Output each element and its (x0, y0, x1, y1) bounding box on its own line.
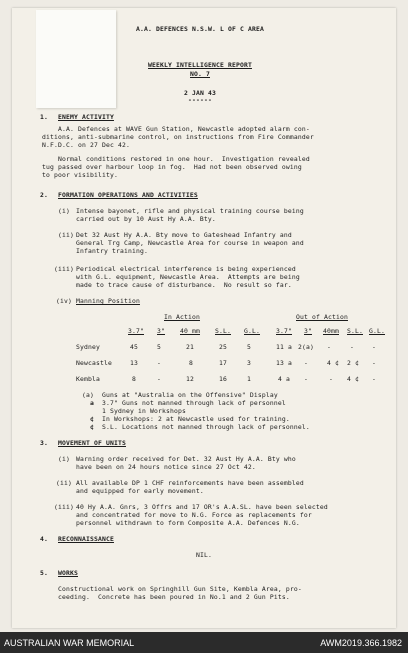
table-cell: 13 (130, 359, 138, 367)
section-number: 3. (40, 439, 48, 447)
item-line: Intense bayonet, rifle and physical training course being (76, 207, 304, 215)
item-line: personnel withdrawn to form Composite A.A. Defences N.G. (76, 519, 300, 527)
date-rule: ------ (188, 96, 212, 104)
column-header: 40 mm (180, 327, 200, 335)
table-cell: 4 a (278, 375, 290, 383)
paragraph-line: Constructional work on Springhill Gun Site, Kembla Area, pro- (58, 585, 302, 593)
section-title: WORKS (58, 569, 78, 577)
table-cell: 13 a (276, 359, 292, 367)
table-cell: 1 (247, 375, 251, 383)
table-cell: - (304, 359, 308, 367)
item-line: made to trace cause of disturbance. No result so far. (76, 281, 292, 289)
note-text: 1 Sydney in Workshops (102, 407, 186, 415)
item-line: 40 Hy A.A. Gnrs, 3 Offrs and 17 OR's A.A.SL. have been selected (76, 503, 328, 511)
footer-credit: AUSTRALIAN WAR MEMORIAL (4, 638, 135, 648)
table-cell: - (304, 375, 308, 383)
table-cell: 8 (132, 375, 136, 383)
table-cell: 2 ¢ (347, 359, 359, 367)
item-line: and concentrated for move to N.G. Force as replacements for (76, 511, 312, 519)
column-header: 3" (157, 327, 165, 335)
row-site-label: Kembla (76, 375, 100, 383)
column-header: 3.7" (276, 327, 292, 335)
paragraph-line: ceeding. Concrete has been poured in No.1 and 2 Gun Pits. (58, 593, 290, 601)
note-mark: a (90, 399, 94, 407)
item-number: (iii) (54, 503, 74, 511)
item-line: Warning order received for Det. 32 Aust Hy A.A. Bty who (76, 455, 296, 463)
table-cell: - (372, 375, 376, 383)
table-cell: - (157, 375, 161, 383)
column-header: 40mm (323, 327, 339, 335)
report-date: 2 JAN 43 (184, 89, 216, 97)
column-header: 3" (304, 327, 312, 335)
column-header: 3.7" (128, 327, 144, 335)
item-number: (ii) (56, 479, 72, 487)
table-cell: - (350, 343, 354, 351)
footer-bar (0, 632, 408, 653)
note-mark: ¢ (90, 423, 94, 431)
row-site-label: Sydney (76, 343, 100, 351)
table-cell: - (327, 343, 331, 351)
section-number: 4. (40, 535, 48, 543)
report-number: NO. 7 (190, 70, 210, 78)
note-mark: (a) (82, 391, 94, 399)
item-line: Det 32 Aust Hy A.A. Bty move to Gateshead Infantry and (76, 231, 292, 239)
paragraph-line: Normal conditions restored in one hour. Investigation revealed (58, 155, 310, 163)
footer-reference: AWM2019.366.1982 (320, 638, 402, 648)
table-cell: - (157, 359, 161, 367)
group-header-out-of-action: Out of Action (296, 313, 348, 321)
column-header: G.L. (369, 327, 385, 335)
paragraph-line: ditions, anti-submarine control, on instructions from Fire Commander (42, 133, 314, 141)
report-title: WEEKLY INTELLIGENCE REPORT (148, 61, 252, 69)
table-cell: - (372, 343, 376, 351)
item-line: with G.L. equipment, Newcastle Area. Attempts are being (76, 273, 300, 281)
item-number: (iv) (56, 297, 72, 305)
table-cell: 21 (186, 343, 194, 351)
table-cell: 4 ¢ (327, 359, 339, 367)
section-number: 5. (40, 569, 48, 577)
paragraph-line: tug passed over harbour loop in fog. Had not been observed owing (42, 163, 302, 171)
item-line: General Trg Camp, Newcastle Area for course in weapon and (76, 239, 304, 247)
table-cell: 17 (219, 359, 227, 367)
table-cell: 5 (247, 343, 251, 351)
row-site-label: Newcastle (76, 359, 112, 367)
table-cell: - (329, 375, 333, 383)
column-header: S.L. (347, 327, 363, 335)
section-title: ENEMY ACTIVITY (58, 113, 114, 121)
item-line: All available DP 1 CHF reinforcements have been assembled (76, 479, 304, 487)
table-cell: 3 (247, 359, 251, 367)
column-header: S.L. (215, 327, 231, 335)
note-text: Guns at "Australia on the Offensive" Display (102, 391, 278, 399)
item-number: (ii) (58, 231, 74, 239)
section-number: 1. (40, 113, 48, 121)
item-line: and equipped for early movement. (76, 487, 204, 495)
table-cell: 45 (130, 343, 138, 351)
paragraph-line: to poor visibility. (42, 171, 118, 179)
paragraph-line: A.A. Defences at WAVE Gun Station, Newcastle adopted alarm con- (58, 125, 310, 133)
section-title: MOVEMENT OF UNITS (58, 439, 126, 447)
note-text: In Workshops: 2 at Newcastle used for training. (102, 415, 290, 423)
table-cell: 12 (186, 375, 194, 383)
item-line: Periodical electrical interference is being experienced (76, 265, 296, 273)
section-title: RECONNAISSANCE (58, 535, 114, 543)
group-header-in-action: In Action (164, 313, 200, 321)
table-cell: 11 a (276, 343, 292, 351)
item-number: (iii) (54, 265, 74, 273)
note-text: 3.7" Guns not manned through lack of personnel (102, 399, 286, 407)
table-cell: 25 (219, 343, 227, 351)
section-body: NIL. (196, 551, 212, 559)
table-cell: 2(a) (298, 343, 314, 351)
note-mark: ¢ (90, 415, 94, 423)
table-cell: 8 (189, 359, 193, 367)
note-text: S.L. Locations not manned through lack of personnel. (102, 423, 310, 431)
document-heading: A.A. DEFENCES N.S.W. L OF C AREA (136, 25, 264, 33)
table-cell: 16 (219, 375, 227, 383)
table-cell: - (372, 359, 376, 367)
item-number: (i) (58, 207, 70, 215)
item-line: carried out by 10 Aust Hy A.A. Bty. (76, 215, 216, 223)
item-line: Infantry training. (76, 247, 148, 255)
table-cell: 5 (157, 343, 161, 351)
item-line: have been on 24 hours notice since 27 Oct 42. (76, 463, 256, 471)
section-number: 2. (40, 191, 48, 199)
table-cell: 4 ¢ (347, 375, 359, 383)
manning-position-title: Manning Position (76, 297, 140, 305)
paragraph-line: N.F.D.C. on 27 Dec 42. (42, 141, 130, 149)
section-title: FORMATION OPERATIONS AND ACTIVITIES (58, 191, 198, 199)
column-header: G.L. (244, 327, 260, 335)
item-number: (i) (58, 455, 70, 463)
